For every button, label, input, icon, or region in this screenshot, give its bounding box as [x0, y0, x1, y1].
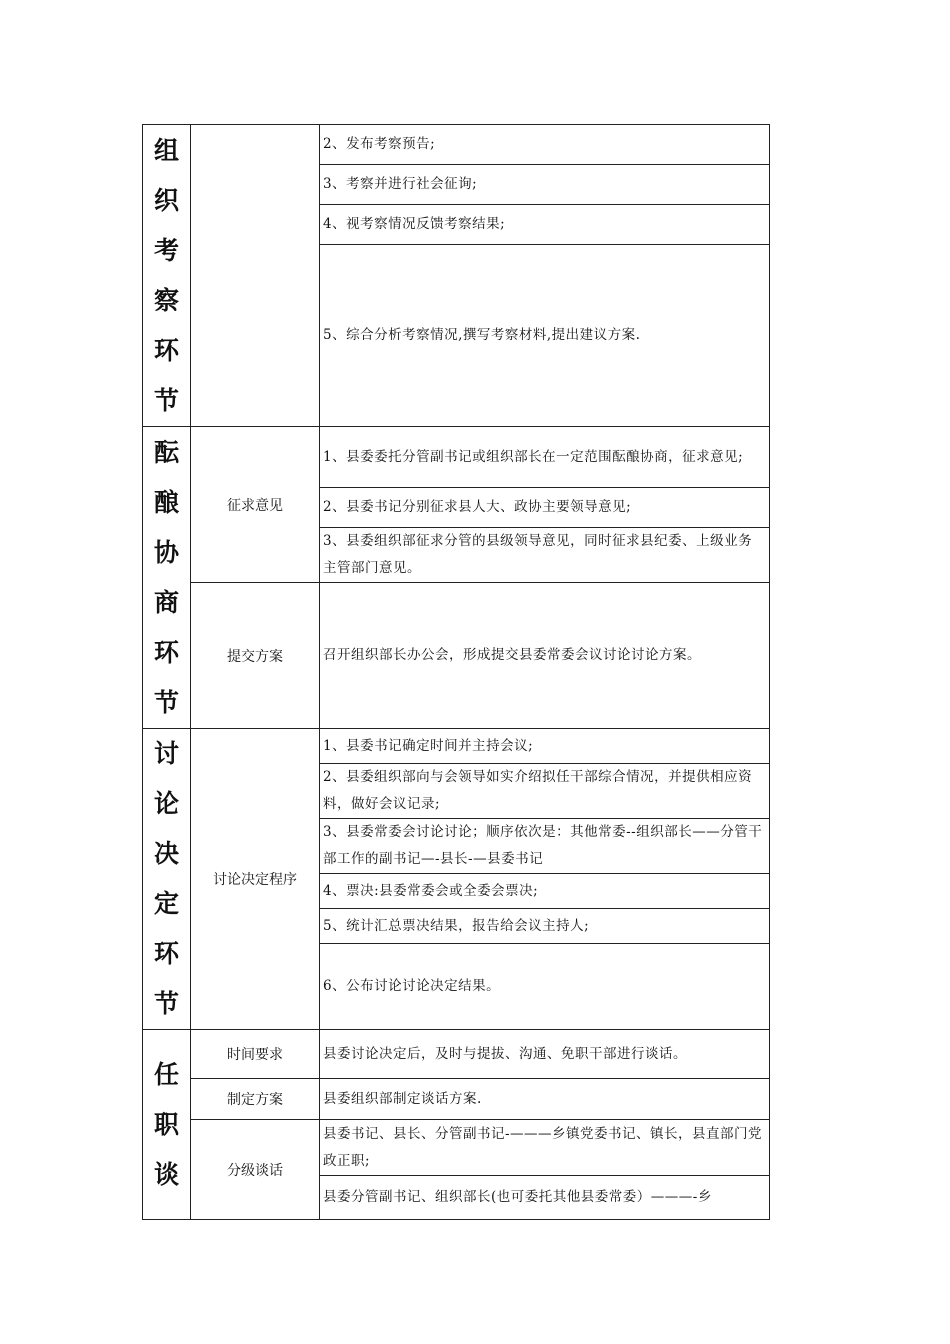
stage-char: 组 [153, 135, 179, 165]
stage-char: 讨 [153, 739, 179, 768]
stage-char: 任 [153, 1059, 179, 1089]
step-cell: 3、县委组织部征求分管的县级领导意见，同时征求县纪委、上级业务主管部门意见。 [320, 528, 770, 583]
stage-char: 论 [153, 789, 179, 818]
stage-char: 节 [153, 989, 179, 1018]
step-cell: 县委分管副书记、组织部长(也可委托其他县委常委）———-乡 [320, 1176, 770, 1220]
stage-char: 节 [153, 385, 179, 415]
table-row [143, 1079, 770, 1120]
substage-cell: 分级谈话 [191, 1120, 320, 1220]
step-cell: 2、县委组织部向与会领导如实介绍拟任干部综合情况，并提供相应资料，做好会议记录; [320, 764, 770, 819]
table-row [143, 427, 770, 488]
step-cell: 6、公布讨论讨论决定结果。 [320, 944, 770, 1030]
step-cell: 5、统计汇总票决结果，报告给会议主持人; [320, 909, 770, 944]
stage-char: 环 [153, 637, 179, 667]
substage-cell: 时间要求 [191, 1030, 320, 1079]
stage-char: 节 [153, 687, 179, 717]
table-row [143, 583, 770, 729]
step-cell: 1、县委书记确定时间并主持会议; [320, 729, 770, 764]
stage-cell [143, 1030, 191, 1220]
step-cell: 2、县委书记分别征求县人大、政协主要领导意见; [320, 488, 770, 528]
stage-char: 定 [153, 889, 179, 918]
table-row [143, 1120, 770, 1176]
stage-cell [143, 729, 191, 1030]
substage-cell: 征求意见 [191, 427, 320, 583]
stage-cell [143, 427, 191, 729]
stage-char: 决 [153, 839, 179, 868]
step-cell: 3、县委常委会讨论讨论；顺序依次是：其他常委--组织部长——分管干部工作的副书记—-县长-—县委书记 [320, 819, 770, 874]
step-cell: 县委书记、县长、分管副书记-———乡镇党委书记、镇长，县直部门党政正职; [320, 1120, 770, 1176]
stage-char: 商 [153, 587, 179, 617]
substage-cell: 提交方案 [191, 583, 320, 729]
step-cell: 3、考察并进行社会征询; [320, 165, 770, 205]
substage-cell: 讨论决定程序 [191, 729, 320, 1030]
substage-cell [191, 125, 320, 427]
step-cell: 1、县委委托分管副书记或组织部长在一定范围酝酿协商，征求意见; [320, 427, 770, 488]
stage-char: 酝 [153, 437, 179, 467]
stage-char: 谈 [153, 1159, 179, 1189]
stage-char: 织 [153, 185, 179, 215]
table-row [143, 125, 770, 165]
step-cell: 4、视考察情况反馈考察结果; [320, 205, 770, 245]
table-row [143, 1030, 770, 1079]
stage-cell [143, 125, 191, 427]
stage-char: 察 [153, 285, 179, 315]
step-cell: 4、票决:县委常委会或全委会票决; [320, 874, 770, 909]
stage-char: 环 [153, 335, 179, 365]
procedure-table [142, 124, 770, 1220]
step-cell: 2、发布考察预告; [320, 125, 770, 165]
step-cell: 召开组织部长办公会，形成提交县委常委会议讨论讨论方案。 [320, 583, 770, 729]
table-row [143, 729, 770, 764]
step-cell: 县委讨论决定后，及时与提拔、沟通、免职干部进行谈话。 [320, 1030, 770, 1079]
stage-char: 协 [153, 537, 179, 567]
stage-char: 考 [153, 235, 179, 265]
step-cell: 县委组织部制定谈话方案. [320, 1079, 770, 1120]
stage-char: 环 [153, 939, 179, 968]
step-cell: 5、综合分析考察情况,撰写考察材料,提出建议方案. [320, 245, 770, 427]
substage-cell: 制定方案 [191, 1079, 320, 1120]
stage-char: 职 [153, 1109, 179, 1139]
stage-char: 酿 [153, 487, 179, 517]
